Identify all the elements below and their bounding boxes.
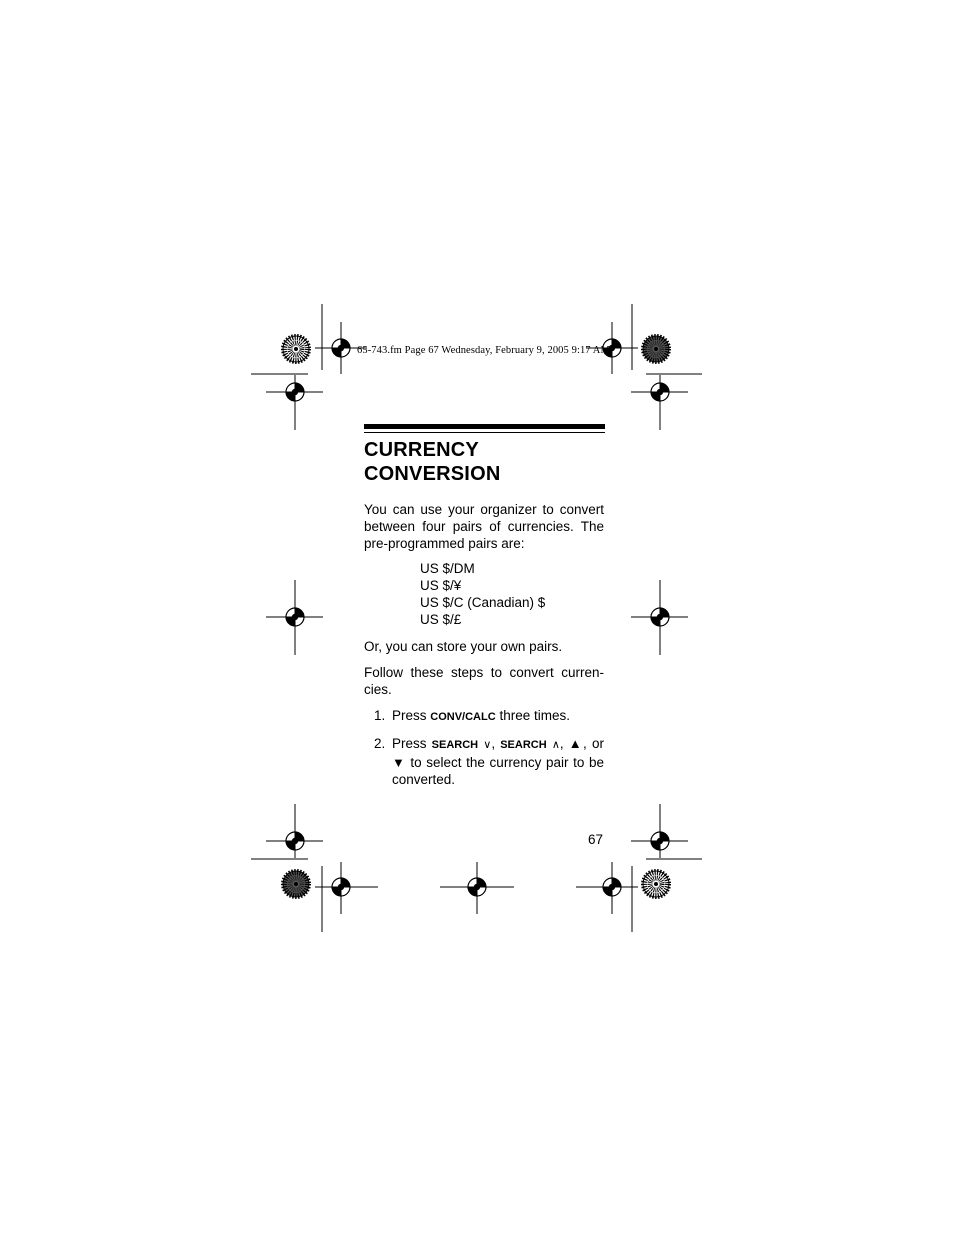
- step-text: Press: [392, 708, 427, 723]
- starburst-icon: [283, 871, 309, 897]
- crosshair-icon: [651, 608, 669, 626]
- intro-paragraph: You can use your organizer to convert between four pairs of currencies. The pre-programmed pairs are:: [364, 502, 604, 551]
- starburst-icon: [643, 336, 669, 362]
- section-title-line2: CONVERSION: [364, 463, 501, 485]
- list-item: 2. Press SEARCH ∨, SEARCH ∧, ▲, or ▼ to select the currency pair to be converted.: [374, 736, 604, 787]
- section-title: [364, 438, 500, 486]
- section-rule-thick: [364, 424, 605, 429]
- crosshair-icon: [468, 878, 486, 896]
- crosshair-icon: [603, 878, 621, 896]
- crosshair-icon: [332, 339, 350, 357]
- key-label: SEARCH: [431, 739, 479, 751]
- follow-steps-paragraph: Follow these steps to convert curren-cies.: [364, 665, 604, 697]
- own-pairs-paragraph: Or, you can store your own pairs.: [364, 639, 563, 654]
- file-slug-header: 65-743.fm Page 67 Wednesday, February 9, 2005 9:17 AM: [357, 345, 610, 356]
- list-item: [364, 707, 604, 726]
- crosshair-icon: [286, 383, 304, 401]
- currency-pair: US $/£: [420, 612, 462, 627]
- currency-pair: US $/¥: [420, 578, 462, 593]
- step-text: to select the currency pair to be converted.: [392, 755, 604, 787]
- arrow-up-icon: ▲: [568, 736, 584, 751]
- crosshair-icon: [651, 832, 669, 850]
- step-text: Press: [392, 736, 427, 751]
- currency-pair-list: [420, 560, 545, 628]
- chevron-up-icon: ∧: [551, 739, 560, 751]
- crosshair-icon: [651, 383, 669, 401]
- chevron-down-icon: ∨: [483, 739, 492, 751]
- step-text: or: [591, 736, 604, 751]
- page-number: 67: [588, 832, 604, 847]
- currency-pair: US $/DM: [420, 561, 475, 576]
- section-rule-thin: [364, 432, 605, 433]
- section-title-line1: CURRENCY: [364, 439, 479, 461]
- crosshair-icon: [286, 832, 304, 850]
- step-text: three times.: [499, 708, 570, 723]
- currency-pair: US $/C (Canadian) $: [420, 595, 546, 610]
- crosshair-icon: [286, 608, 304, 626]
- step-list: [364, 707, 604, 797]
- step-number: 1.: [374, 708, 386, 723]
- step-number: 2.: [374, 736, 386, 751]
- key-label: CONV/CALC: [430, 711, 496, 723]
- key-label: SEARCH: [500, 739, 547, 751]
- crosshair-icon: [332, 878, 350, 896]
- starburst-icon: [283, 336, 309, 362]
- starburst-icon: [643, 871, 669, 897]
- arrow-down-icon: ▼: [392, 755, 406, 770]
